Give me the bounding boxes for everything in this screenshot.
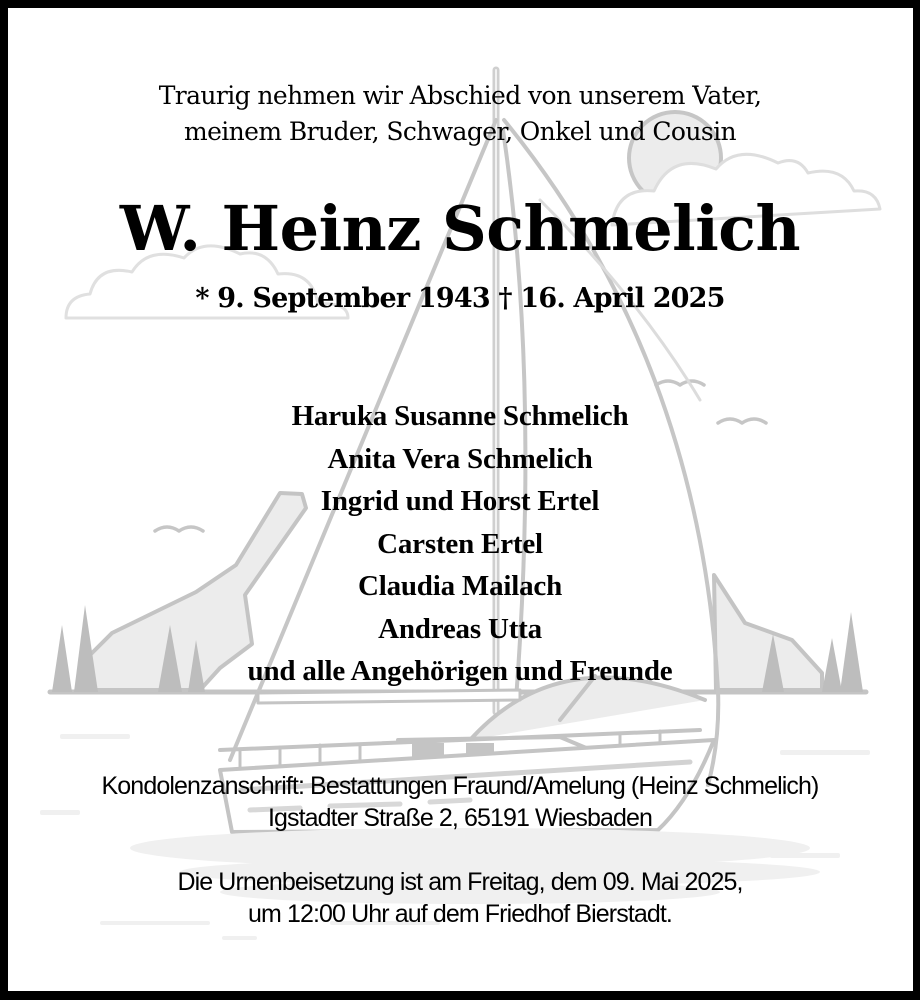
intro-text (0, 78, 920, 150)
condolence-address (0, 770, 920, 834)
intro-line: Traurig nehmen wir Abschied von unserem Vater, (158, 81, 762, 110)
burial-line: Die Urnenbeisetzung ist am Freitag, dem 09. Mai 2025, (177, 868, 743, 896)
mourner-name: Carsten Ertel (377, 527, 543, 560)
life-dates: * 9. September 1943 † 16. April 2025 (195, 283, 725, 314)
condolence-line: Igstadter Straße 2, 65191 Wiesbaden (267, 804, 653, 832)
mourner-name: Haruka Susanne Schmelich (291, 400, 629, 432)
mourner-name: Andreas Utta (378, 612, 542, 645)
burial-line: um 12:00 Uhr auf dem Friedhof Bierstadt. (248, 900, 672, 928)
intro-line: meinem Bruder, Schwager, Onkel und Cousin (183, 117, 737, 146)
deceased-name: W. Heinz Schmelich (119, 192, 801, 265)
mourners-list (0, 395, 920, 693)
burial-info (0, 866, 920, 930)
mourner-name: Anita Vera Schmelich (327, 442, 593, 475)
mourner-name: Claudia Mailach (357, 570, 563, 602)
mourner-name: Ingrid und Horst Ertel (320, 485, 600, 517)
condolence-line: Kondolenzanschrift: Bestattungen Fraund/Amelung (Heinz Schmelich) (101, 772, 819, 800)
mourner-closing: und alle Angehörigen und Freunde (247, 655, 673, 687)
